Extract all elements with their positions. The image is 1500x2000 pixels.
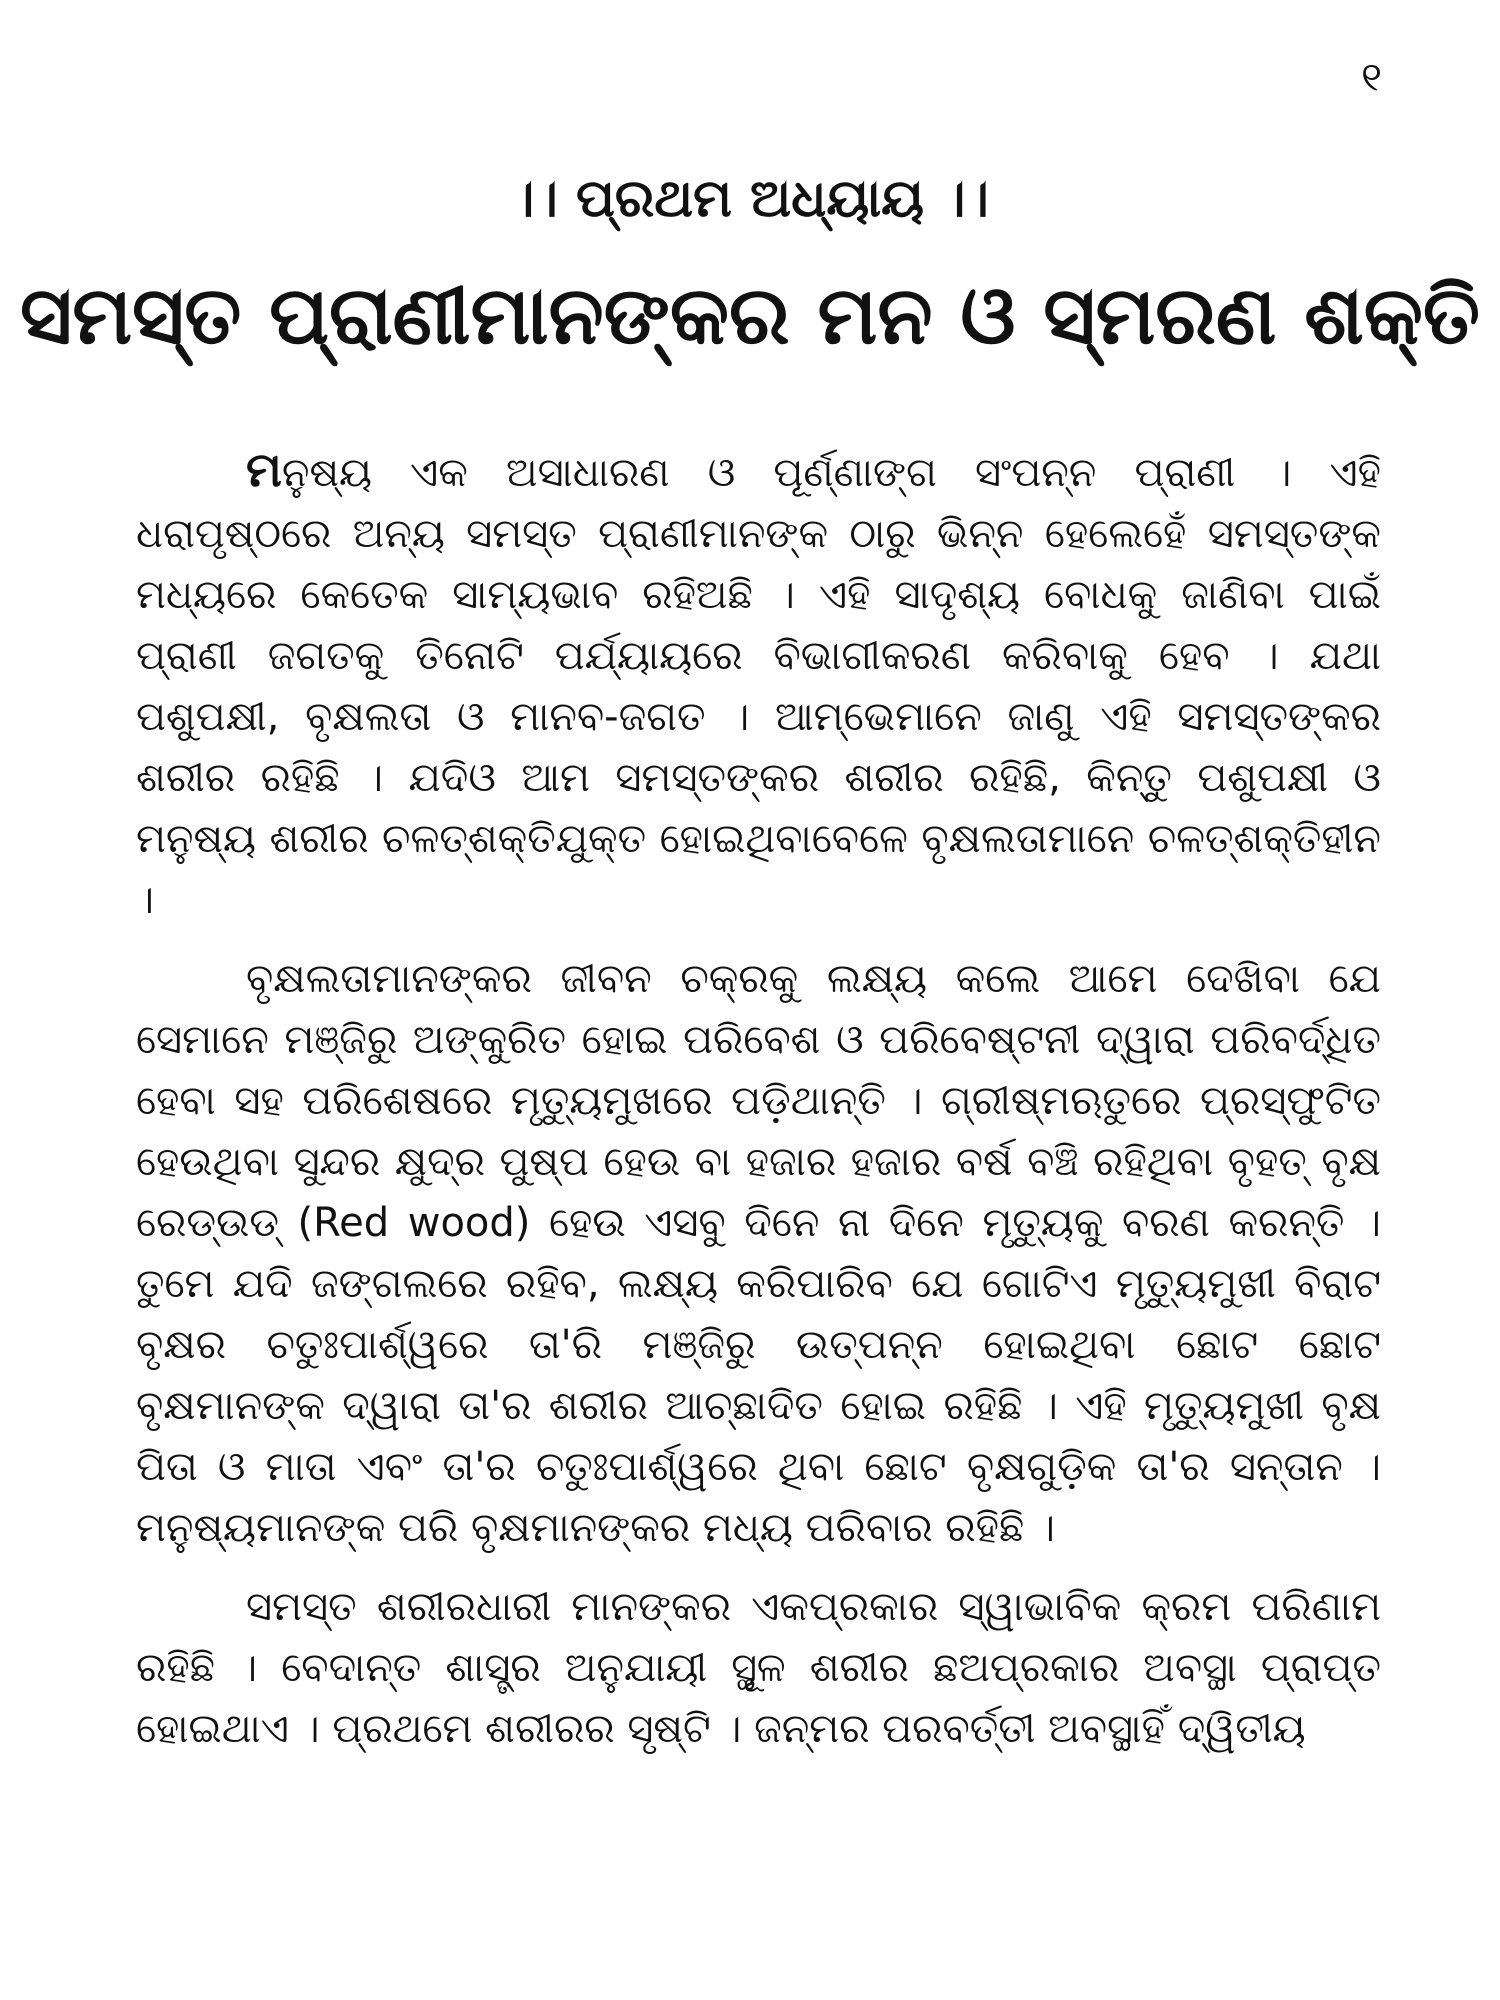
chapter-title: ସମସ୍ତ ପ୍ରାଣୀମାନଙ୍କର ମନ ଓ ସ୍ମରଣ ଶକ୍ତି (20, 269, 1480, 362)
dropcap: ମ (246, 442, 282, 498)
paragraph-3: ସମସ୍ତ ଶରୀରଧାରୀ ମାନଙ୍କର ଏକପ୍ରକାର ସ୍ୱାଭାବିକ କ୍ରମ ପରିଣାମ ରହିଛି । ବେଦାନ୍ତ ଶାସ୍ତ୍ର ଅନୁଯାୟୀ ସ୍ଥୂଳ ଶରୀର ଛଅପ୍ରକାର ଅବସ୍ଥା ପ୍ରାପ୍ତ ହୋଇଥାଏ । ପ୍ରଥମେ ଶରୀରର ସୃଷ୍ଟି । ଜନ୍ମର ପରବର୍ତ୍ତୀ ଅବସ୍ଥାହିଁ ଦ୍ୱିତୀୟ (136, 1584, 1381, 1752)
body-text (136, 440, 1381, 1778)
paragraph-2: ବୃକ୍ଷଲତାମାନଙ୍କର ଜୀବନ ଚକ୍ରକୁ ଲକ୍ଷ୍ୟ କଲେ ଆମେ ଦେଖିବା ଯେ ସେମାନେ ମଞ୍ଜିରୁ ଅଙ୍କୁରିତ ହୋଇ ପରିବେଶ ଓ ପରିବେଷ୍ଟନୀ ଦ୍ୱାରା ପରିବର୍ଦ୍ଧିତ ହେବା ସହ ପରିଶେଷରେ ମୃତ୍ୟୁମୁଖରେ ପଡ଼ିଥାନ୍ତି । ଗ୍ରୀଷ୍ମଋତୁରେ ପ୍ରସ୍ଫୁଟିତ ହେଉଥିବା ସୁନ୍ଦର କ୍ଷୁଦ୍ର ପୁଷ୍ପ ହେଉ ବା ହଜାର ହଜାର ବର୍ଷ ବଞ୍ଚି ରହିଥିବା ବୃହତ୍ ବୃକ୍ଷ ରେଡ୍‌ଉଡ୍ (Red wood) ହେଉ ଏସବୁ ଦିନେ ନା ଦିନେ ମୃତ୍ୟୁକୁ ବରଣ କରନ୍ତି । ତୁମେ ଯଦି ଜଙ୍ଗଲରେ ରହିବ, ଲକ୍ଷ୍ୟ କରିପାରିବ ଯେ ଗୋଟିଏ ମୃତ୍ୟୁମୁଖୀ ବିରାଟ ବୃକ୍ଷର ଚତୁଃପାର୍ଶ୍ୱରେ ତା'ରି ମଞ୍ଜିରୁ ଉତ୍ପନ୍ନ ହୋଇଥିବା ଛୋଟ ଛୋଟ ବୃକ୍ଷମାନଙ୍କ ଦ୍ୱାରା ତା'ର ଶରୀର ଆଚ୍ଛାଦିତ ହୋଇ ରହିଛି । ଏହି ମୃତ୍ୟୁମୁଖୀ ବୃକ୍ଷ ପିତା ଓ ମାତା ଏବଂ ତା'ର ଚତୁଃପାର୍ଶ୍ୱରେ ଥିବା ଛୋଟ ବୃକ୍ଷଗୁଡ଼ିକ ତା'ର ସନ୍ତାନ । ମନୁଷ୍ୟମାନଙ୍କ ପରି ବୃକ୍ଷମାନଙ୍କର ମଧ୍ୟ ପରିବାର ରହିଛି । (136, 956, 1381, 1551)
paragraph-1-text: ନୁଷ୍ୟ ଏକ ଅସାଧାରଣ ଓ ପୂର୍ଣ୍ଣାଙ୍ଗ ସଂପନ୍ନ ପ୍ରାଣୀ । ଏହି ଧରାପୃଷ୍ଠରେ ଅନ୍ୟ ସମସ୍ତ ପ୍ରାଣୀମାନଙ୍କ ଠାରୁ ଭିନ୍ନ ହେଲେହେଁ ସମସ୍ତଙ୍କ ମଧ୍ୟରେ କେତେକ ସାମ୍ୟଭାବ ରହିଅଛି । ଏହି ସାଦୃଶ୍ୟ ବୋଧକୁ ଜାଣିବା ପାଇଁ ପ୍ରାଣୀ ଜଗତକୁ ତିନୋଟି ପର୍ଯ୍ୟାୟରେ ବିଭାଗୀକରଣ କରିବାକୁ ହେବ । ଯଥା ପଶୁପକ୍ଷୀ, ବୃକ୍ଷଲତା ଓ ମାନବ-ଜଗତ । ଆମ୍ଭେମାନେ ଜାଣୁ ଏହି ସମସ୍ତଙ୍କର ଶରୀର ରହିଛି । ଯଦିଓ ଆମ ସମସ୍ତଙ୍କର ଶରୀର ରହିଛି, କିନ୍ତୁ ପଶୁପକ୍ଷୀ ଓ ମନୁଷ୍ୟ ଶରୀର ଚଳତ୍‌ଶକ୍ତିଯୁକ୍ତ ହୋଇଥିବାବେଳେ ବୃକ୍ଷଲତାମାନେ ଚଳତ୍‌ଶକ୍ତିହୀନ । (136, 450, 1381, 923)
chapter-heading: ।। ପ୍ରଥମ ଅଧ୍ୟାୟ ।। (511, 169, 989, 229)
page-number: ୧ (1361, 55, 1382, 101)
paragraph-1 (136, 440, 1381, 931)
